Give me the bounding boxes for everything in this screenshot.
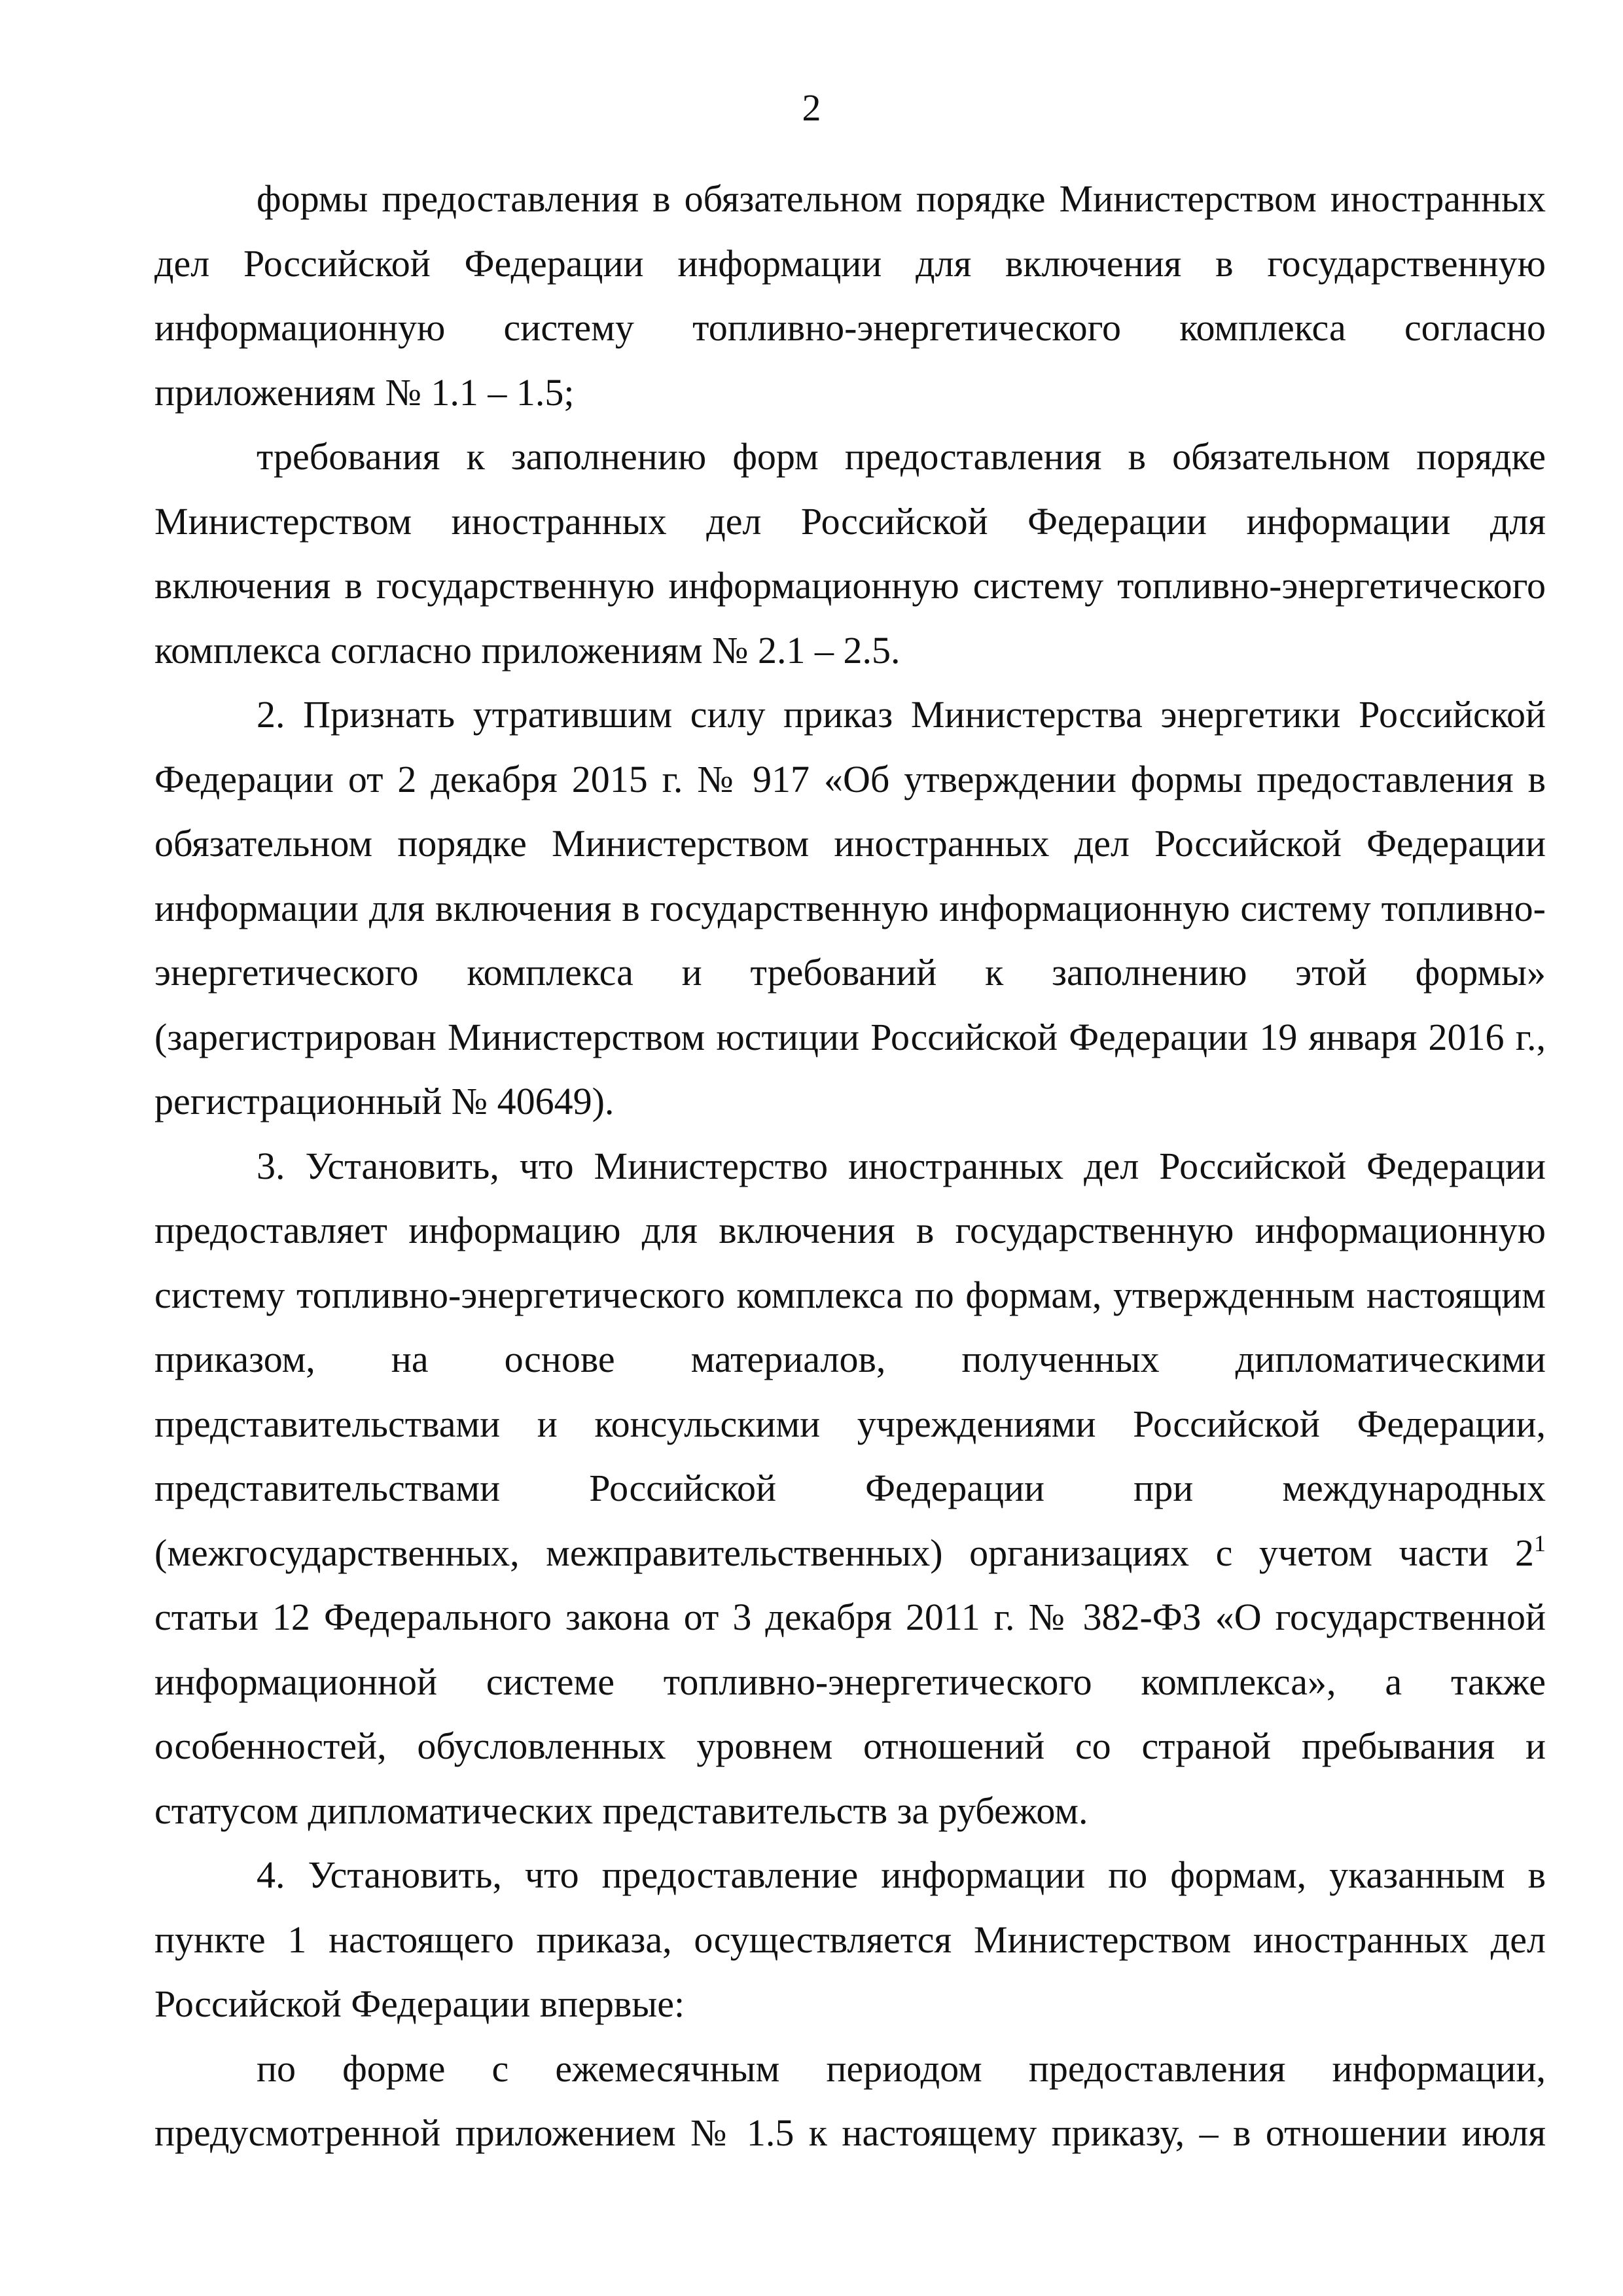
page-number: 2 bbox=[802, 86, 821, 129]
paragraph-requirements-list: требования к заполнению форм предоставления в обязательном порядке Министерством иностранных дел Российской Федерации информации для включения в государственную информационную систему топливно-энергетического комплекса согласно приложениям № 2.1 – 2.5. bbox=[154, 435, 1546, 672]
paragraph-item-2-repeal: 2. Признать утратившим силу приказ Министерства энергетики Российской Федерации от 2 декабря 2015 г. № 917 «Об утверждении формы предоставления в обязательном порядке Министерством иностранных дел Российской Федерации информации для включения в государственную информационную систему топливно-энергетического комплекса и требований к заполнению этой формы» (зарегистрирован Министерством юстиции Российской Федерации 19 января 2016 г., регистрационный № 40649). bbox=[154, 693, 1546, 1122]
superscript-part-number: 1 bbox=[1534, 1530, 1546, 1556]
paragraph-item-3-establish bbox=[154, 1134, 1546, 1844]
paragraph-item-3-text-end: статьи 12 Федерального закона от 3 декабря 2011 г. № 382-ФЗ «О государственной информационной системе топливно-энергетического комплекса», а также особенностей, обусловленных уровнем отношений со страной пребывания и статусом дипломатических представительств за рубежом. bbox=[154, 1596, 1546, 1832]
document-body bbox=[154, 167, 1546, 2166]
paragraph-monthly-form: по форме с ежемесячным периодом предоставления информации, предусмотренной приложением № 1.5 к настоящему приказу, – в отношении июля bbox=[154, 2047, 1546, 2154]
paragraph-forms-list: формы предоставления в обязательном порядке Министерством иностранных дел Российской Федерации информации для включения в государственную информационную систему топливно-энергетического комплекса согласно приложениям № 1.1 – 1.5; bbox=[154, 177, 1546, 414]
paragraph-item-4-first-submission: 4. Установить, что предоставление информации по формам, указанным в пункте 1 настоящего приказа, осуществляется Министерством иностранных дел Российской Федерации впервые: bbox=[154, 1854, 1546, 2025]
paragraph-item-3-text-start: 3. Установить, что Министерство иностранных дел Российской Федерации предоставляет информацию для включения в государственную информационную систему топливно-энергетического комплекса по формам, утвержденным настоящим приказом, на основе материалов, полученных дипломатическими представительствами и консульскими учреждениями Российской Федерации, представительствами Российской Федерации при международных (межгосударственных, межправительственных) организациях с учетом части 2 bbox=[154, 1144, 1546, 1574]
